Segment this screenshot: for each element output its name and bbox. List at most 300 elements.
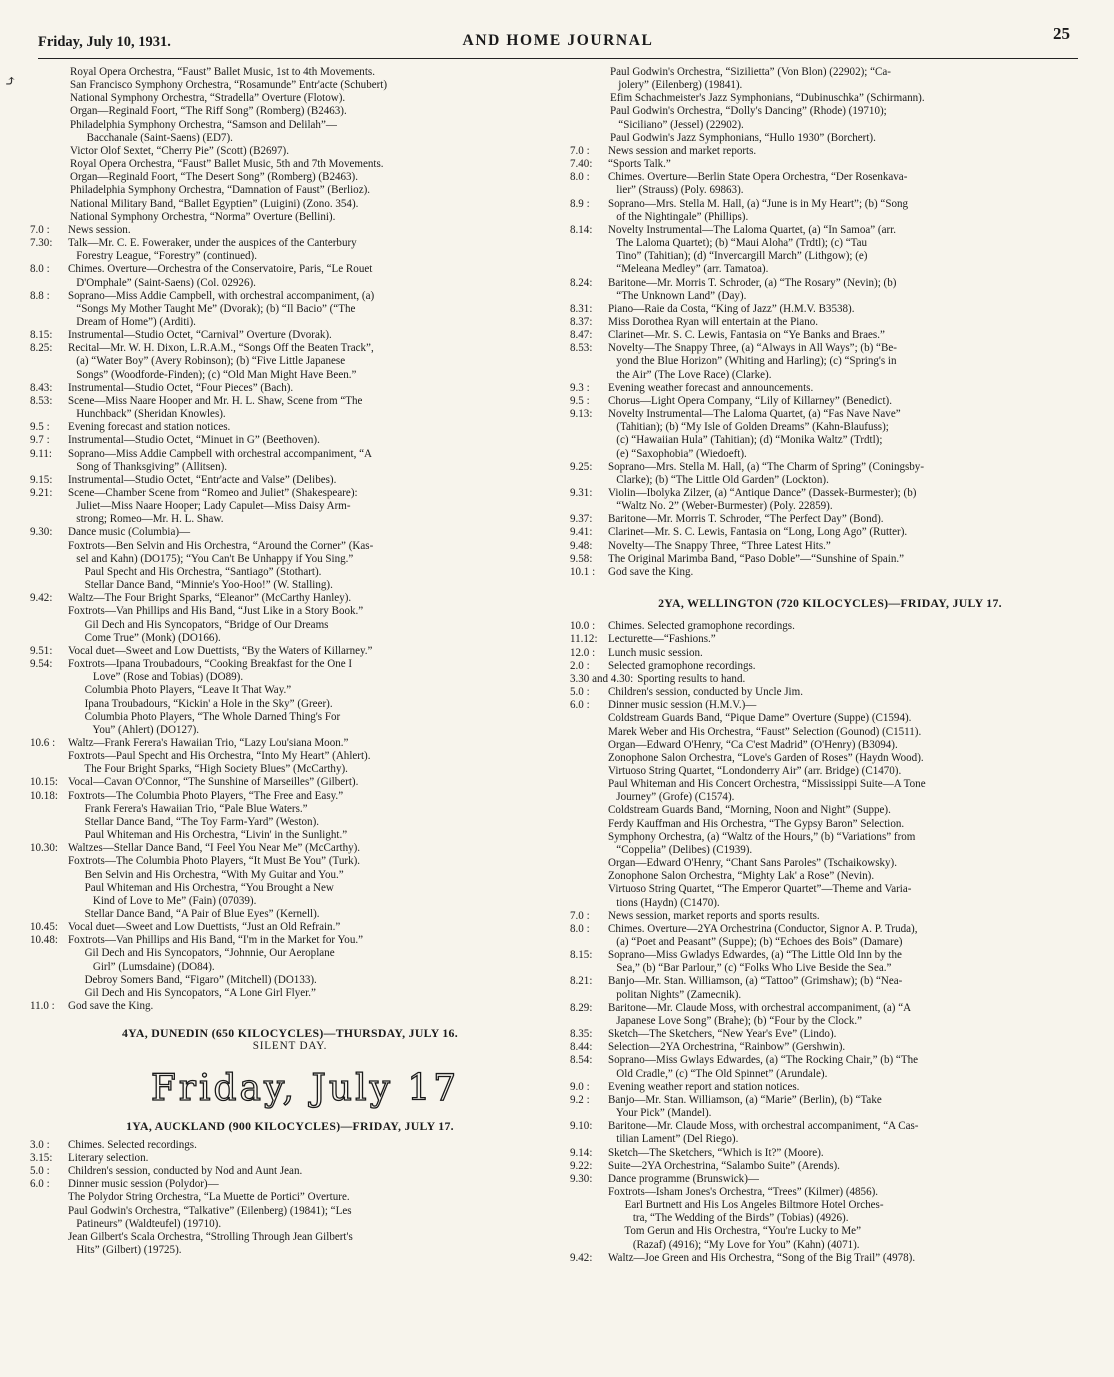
list-item: Philadelphia Symphony Orchestra, “Samson and Delilah”—	[70, 118, 337, 131]
schedule-entry	[30, 434, 550, 447]
entry-line: politan Nights” (Zamecnik).	[608, 988, 742, 1001]
entry-time: 8.21:	[570, 975, 593, 988]
entry-line: Love” (Rose and Tobias) (DO89).	[68, 671, 244, 684]
entry-line: Children's session, conducted by Nod and Aunt Jean.	[68, 1165, 303, 1178]
entry-line: Sporting results to hand.	[637, 672, 746, 685]
entry-line: Stellar Dance Band, “Minnie's Yoo-Hoo!” (W. Stalling).	[68, 579, 333, 592]
entry-line: Come True” (Monk) (DO166).	[68, 631, 221, 644]
entry-line: Ben Selvin and His Orchestra, “With My Guitar and You.”	[68, 868, 344, 881]
entry-line: Waltz—The Four Bright Sparks, “Eleanor” (McCarthy Hanley).	[68, 592, 352, 605]
entry-time: 10.45:	[30, 921, 58, 934]
entry-line: The Original Marimba Band, “Paso Doble”—“Sunshine of Spain.”	[608, 552, 905, 565]
entry-line: Sketch—The Sketchers, “New Year's Eve” (Lindo).	[608, 1028, 837, 1041]
schedule-entry	[570, 1252, 1090, 1265]
schedule-entry	[30, 934, 550, 1000]
dunedin-heading: 4YA, DUNEDIN (650 KILOCYCLES)—THURSDAY, JULY 16.	[121, 1026, 459, 1041]
entry-line: Ipana Troubadours, “Kickin' a Hole in the Sky” (Greer).	[68, 697, 333, 710]
entry-line: “Meleana Medley” (arr. Tamatoa).	[608, 263, 769, 276]
entry-time: 9.3 :	[570, 381, 590, 394]
list-item: National Symphony Orchestra, “Stradella” Overture (Flotow).	[70, 92, 346, 105]
entry-line: Hits” (Gilbert) (19725).	[68, 1243, 182, 1256]
entry-time: 9.54:	[30, 658, 53, 671]
list-item: Organ—Reginald Foort, “The Riff Song” (Romberg) (B2463).	[70, 105, 347, 118]
schedule-entry	[30, 592, 550, 645]
header-title: AND HOME JOURNAL	[462, 32, 654, 49]
auckland-heading: 1YA, AUCKLAND (900 KILOCYCLES)—FRIDAY, JULY 17.	[126, 1118, 454, 1133]
schedule-entry	[570, 158, 1090, 171]
entry-line: Soprano—Miss Gwlays Edwardes, (a) “The Rocking Chair,” (b) “The	[608, 1054, 919, 1067]
left-column	[30, 66, 550, 1257]
entry-line: Paul Specht and His Orchestra, “Santiago” (Stothart).	[68, 565, 322, 578]
entry-line: Banjo—Mr. Stan. Williamson, (a) “Marie” (Berlin), (b) “Take	[608, 1093, 882, 1106]
entry-line: sel and Kahn) (DO175); “You Can't Be Unhappy if You Sing.”	[68, 552, 354, 565]
entry-line: Virtuoso String Quartet, “The Emperor Quartet”—Theme and Varia-	[608, 883, 912, 896]
entry-line: Instrumental—Studio Octet, “Carnival” Overture (Dvorak).	[68, 329, 332, 342]
entry-line: yond the Blue Horizon” (Whiting and Harling); (c) “Spring's in	[608, 355, 897, 368]
entry-line: Novelty Instrumental—The Laloma Quartet, (a) “Fas Nave Nave”	[608, 408, 901, 421]
entry-line: Zonophone Salon Orchestra, “Mighty Lak' a Rose” (Nevin).	[608, 870, 875, 883]
entry-line: “Waltz No. 2” (Weber-Burmester) (Poly. 22859).	[608, 500, 833, 513]
schedule-entry	[570, 513, 1090, 526]
entry-line: Ferdy Kauffman and His Orchestra, “The Gypsy Baron” Selection.	[608, 817, 905, 830]
entry-line: Hunchback” (Sheridan Knowles).	[68, 408, 226, 421]
entry-line: Waltz—Joe Green and His Orchestra, “Song of the Big Trail” (4978).	[608, 1251, 916, 1264]
schedule-entry	[30, 1000, 550, 1013]
entry-line: Chimes. Selected gramophone recordings.	[608, 620, 795, 633]
entry-line: Novelty—The Snappy Three, “Three Latest Hits.”	[608, 539, 831, 552]
entry-line: Suite—2YA Orchestrina, “Salambo Suite” (Arends).	[608, 1159, 840, 1172]
entry-line: tions (Haydn) (C1470).	[608, 896, 720, 909]
schedule-entry	[570, 224, 1090, 277]
entry-line: Miss Dorothea Ryan will entertain at the Piano.	[608, 315, 819, 328]
entry-line: “Coppelia” (Delibes) (C1939).	[608, 843, 753, 856]
schedule-entry	[570, 526, 1090, 539]
entry-time: 8.0 :	[570, 922, 590, 935]
schedule-entry	[30, 790, 550, 843]
entry-time: 9.5 :	[30, 421, 50, 434]
schedule-entry	[570, 910, 1090, 923]
entry-line: Vocal duet—Sweet and Low Duettists, “Just an Old Refrain.”	[68, 921, 341, 934]
schedule-entry	[570, 949, 1090, 975]
list-item: National Military Band, “Ballet Egyptien” (Luigini) (Zono. 354).	[70, 197, 359, 210]
entry-time: 10.0 :	[570, 620, 596, 633]
entry-time: 9.30:	[570, 1172, 593, 1185]
entry-time: 8.0 :	[570, 171, 590, 184]
schedule-entry	[570, 620, 1090, 633]
entry-line: Scene—Miss Naare Hooper and Mr. H. L. Shaw, Scene from “The	[68, 394, 363, 407]
wellington-heading: 2YA, WELLINGTON (720 KILOCYCLES)—FRIDAY, JULY 17.	[658, 596, 1002, 611]
entry-line: (c) “Hawaiian Hula” (Tahitian); (d) “Monika Waltz” (Trdtl);	[608, 434, 883, 447]
schedule-entry	[30, 290, 550, 329]
entry-time: 3.30 and 4.30:	[570, 672, 634, 685]
entry-line: Gil Dech and His Syncopators, “Bridge of Our Dreams	[68, 618, 329, 631]
entry-line: Chorus—Light Opera Company, “Lily of Killarney” (Benedict).	[608, 394, 892, 407]
entry-line: Paul Whiteman and His Orchestra, “You Brought a New	[68, 881, 334, 894]
entry-time: 8.43:	[30, 381, 53, 394]
entry-line: Baritone—Mr. Claude Moss, with orchestral accompaniment, (a) “A	[608, 1001, 912, 1014]
dunedin-silent-day: SILENT DAY.	[252, 1040, 328, 1053]
schedule-entry	[30, 421, 550, 434]
schedule-entry	[570, 198, 1090, 224]
entry-line: Journey” (Grofe) (C1574).	[608, 791, 735, 804]
entry-line: Old Cradle,” (c) “The Old Spinnet” (Arundale).	[608, 1067, 828, 1080]
schedule-entry	[30, 842, 550, 921]
entry-time: 9.41:	[570, 526, 593, 539]
entry-time: 9.22:	[570, 1159, 593, 1172]
schedule-entry	[30, 1152, 550, 1165]
entry-line: Gil Dech and His Syncopators, “A Lone Girl Flyer.”	[68, 986, 316, 999]
entry-line: Debroy Somers Band, “Figaro” (Mitchell) (DO133).	[68, 973, 317, 986]
entry-time: 9.48:	[570, 539, 593, 552]
entry-time: 10.48:	[30, 934, 58, 947]
entry-line: Coldstream Guards Band, “Pique Dame” Overture (Suppe) (C1594).	[608, 712, 912, 725]
entry-line: Waltzes—Stellar Dance Band, “I Feel You Near Me” (McCarthy).	[68, 842, 361, 855]
entry-time: 8.25:	[30, 342, 53, 355]
entry-time: 9.42:	[570, 1251, 593, 1264]
entry-line: Foxtrots—Van Phillips and His Band, “Just Like in a Story Book.”	[68, 605, 364, 618]
entry-time: 8.15:	[570, 949, 593, 962]
entry-time: 7.30:	[30, 237, 53, 250]
schedule-entry	[570, 1173, 1090, 1252]
right-top-list	[570, 66, 1090, 145]
entry-line: Songs” (Woodforde-Finden); (c) “Old Man Might Have Been.”	[68, 368, 357, 381]
entry-line: Instrumental—Studio Octet, “Entr'acte and Valse” (Delibes).	[68, 473, 337, 486]
entry-time: 11.12:	[570, 633, 598, 646]
list-item: Efim Schachmeister's Jazz Symphonians, “Dubinuschka” (Schirmann).	[610, 92, 925, 105]
schedule-entry	[30, 526, 550, 592]
entry-line: Organ—Edward O'Henry, “Ca C'est Madrid” (O'Henry) (B3094).	[608, 738, 898, 751]
schedule-entry	[570, 633, 1090, 646]
entry-line: of the Nightingale” (Phillips).	[608, 210, 749, 223]
entry-line: Marek Weber and His Orchestra, “Faust” Selection (Gounod) (C1511).	[608, 725, 922, 738]
entry-line: (a) “Water Boy” (Avery Robinson); (b) “Five Little Japanese	[68, 355, 346, 368]
list-item: Paul Godwin's Jazz Symphonians, “Hullo 1930” (Borchert).	[610, 131, 876, 144]
list-item: “Siciliano” (Jessel) (22902).	[610, 118, 744, 131]
entry-time: 5.0 :	[30, 1165, 50, 1178]
entry-line: (Tahitian); (b) “My Isle of Golden Dreams” (Kahn-Blaufuss);	[608, 421, 889, 434]
entry-line: Clarke); (b) “The Little Old Garden” (Lockton).	[608, 473, 829, 486]
entry-line: “The Unknown Land” (Day).	[608, 289, 747, 302]
entry-line: Paul Godwin's Orchestra, “Talkative” (Eilenberg) (19841); “Les	[68, 1204, 352, 1217]
entry-line: Violin—Ibolyka Zilzer, (a) “Antique Dance” (Dassek-Burmester); (b)	[608, 487, 917, 499]
entry-time: 10.15:	[30, 776, 58, 789]
schedule-entry	[570, 1041, 1090, 1054]
entry-time: 10.6 :	[30, 736, 56, 749]
entry-line: Vocal—Cavan O'Connor, “The Sunshine of Marseilles” (Gilbert).	[68, 776, 359, 789]
list-item: Bacchanale (Saint-Saens) (ED7).	[70, 131, 233, 144]
entry-line: Foxtrots—Ipana Troubadours, “Cooking Breakfast for the One I	[68, 658, 353, 671]
entry-line: Soprano—Mrs. Stella M. Hall, (a) “June is in My Heart”; (b) “Song	[608, 197, 909, 210]
entry-time: 8.0 :	[30, 263, 50, 276]
entry-time: 9.21:	[30, 487, 53, 499]
entry-line: Columbia Photo Players, “The Whole Darned Thing's For	[68, 710, 341, 723]
entry-time: 9.7 :	[30, 434, 50, 447]
entry-time: 9.5 :	[570, 394, 590, 407]
schedule-entry	[30, 395, 550, 421]
list-item: Victor Olof Sextet, “Cherry Pie” (Scott) (B2697).	[70, 144, 289, 157]
entry-line: Dance programme (Brunswick)—	[608, 1172, 759, 1185]
entry-time: 5.0 :	[570, 686, 590, 699]
entry-time: 9.31:	[570, 487, 593, 499]
schedule-entry	[570, 145, 1090, 158]
entry-line: (Razaf) (4916); “My Love for You” (Kahn) (4071).	[608, 1238, 860, 1251]
schedule-entry	[570, 303, 1090, 316]
list-item: Paul Godwin's Orchestra, “Sizilietta” (Von Blon) (22902); “Ca-	[610, 66, 891, 78]
entry-line: Baritone—Mr. Morris T. Schroder, (a) “The Rosary” (Nevin); (b)	[608, 276, 897, 289]
schedule-entry	[30, 382, 550, 395]
entry-line: Soprano—Miss Addie Campbell with orchestral accompaniment, “A	[68, 447, 373, 460]
entry-line: Novelty—The Snappy Three, (a) “Always in All Ways”; (b) “Be-	[608, 342, 897, 355]
entry-time: 9.11:	[30, 447, 52, 460]
schedule-entry	[30, 737, 550, 776]
entry-line: Dinner music session (Polydor)—	[68, 1178, 219, 1191]
entry-line: Sea,” (b) “Bar Parlour,” (c) “Folks Who Live Beside the Sea.”	[608, 962, 892, 975]
schedule-entry	[570, 699, 1090, 910]
left-schedule	[30, 224, 550, 1013]
schedule-entry	[570, 1028, 1090, 1041]
schedule-entry	[570, 1120, 1090, 1146]
entry-time: 7.0 :	[30, 223, 50, 236]
entry-line: Evening forecast and station notices.	[68, 421, 231, 434]
entry-line: Instrumental—Studio Octet, “Minuet in G” (Beethoven).	[68, 434, 320, 447]
entry-line: Banjo—Mr. Stan. Williamson, (a) “Tattoo” (Grimshaw); (b) “Nea-	[608, 975, 903, 988]
entry-line: Kind of Love to Me” (Fain) (07039).	[68, 894, 257, 907]
wellington-schedule	[570, 620, 1090, 1265]
entry-line: Patineurs” (Waldteufel) (19710).	[68, 1217, 222, 1230]
schedule-entry	[30, 487, 550, 526]
entry-line: Zonophone Salon Orchestra, “Love's Garden of Roses” (Haydn Wood).	[608, 751, 924, 764]
schedule-entry	[30, 329, 550, 342]
schedule-entry	[570, 686, 1090, 699]
entry-line: Baritone—Mr. Morris T. Schroder, “The Perfect Day” (Bond).	[608, 513, 884, 526]
entry-line: Jean Gilbert's Scala Orchestra, “Strolling Through Jean Gilbert's	[68, 1230, 353, 1243]
schedule-entry	[570, 277, 1090, 303]
entry-line: Chimes. Selected recordings.	[68, 1138, 197, 1151]
entry-line: Soprano—Miss Gwladys Edwardes, (a) “The Little Old Inn by the	[608, 949, 902, 962]
entry-time: 9.0 :	[570, 1080, 590, 1093]
schedule-entry	[30, 1139, 550, 1152]
entry-line: Dream of Home”) (Arditi).	[68, 315, 196, 328]
schedule-entry	[570, 660, 1090, 673]
entry-line: (e) “Saxophobia” (Wiedoeft).	[608, 447, 747, 460]
entry-time: 8.37:	[570, 315, 593, 328]
entry-line: the Air” (The Love Race) (Clarke).	[608, 368, 772, 381]
entry-line: Piano—Raie da Costa, “King of Jazz” (H.M.V. B3538).	[608, 302, 855, 315]
entry-line: Selection—2YA Orchestrina, “Rainbow” (Gershwin).	[608, 1041, 846, 1054]
entry-line: Selected gramophone recordings.	[608, 659, 756, 672]
page-header	[38, 24, 1078, 59]
entry-line: Baritone—Mr. Claude Moss, with orchestral accompaniment, “A Cas-	[608, 1120, 919, 1133]
entry-line: Foxtrots—Paul Specht and His Orchestra, “Into My Heart” (Ahlert).	[68, 750, 371, 763]
entry-line: Lecturette—“Fashions.”	[608, 633, 716, 646]
entry-line: Stellar Dance Band, “A Pair of Blue Eyes” (Kernell).	[68, 908, 320, 920]
entry-line: lier” (Strauss) (Poly. 69863).	[608, 184, 744, 197]
big-date-title: Friday, July 17	[150, 1067, 460, 1109]
entry-line: Gil Dech and His Syncopators, “Johnnie, Our Aeroplane	[68, 947, 335, 960]
schedule-entry	[570, 566, 1090, 579]
entry-line: The Polydor String Orchestra, “La Muette de Portici” Overture.	[68, 1191, 350, 1204]
schedule-entry	[30, 1178, 550, 1257]
entry-line: Talk—Mr. C. E. Foweraker, under the auspices of the Canterbury	[68, 237, 357, 250]
entry-line: “Sports Talk.”	[608, 158, 671, 171]
entry-time: 9.30:	[30, 526, 53, 539]
entry-time: 8.53:	[30, 394, 53, 407]
entry-line: tra, “The Wedding of the Birds” (Tobias) (4926).	[608, 1212, 849, 1225]
entry-line: Evening weather forecast and announcements.	[608, 381, 814, 394]
entry-time: 9.37:	[570, 513, 593, 526]
left-top-list	[30, 66, 550, 224]
schedule-entry	[570, 1147, 1090, 1160]
entry-time: 8.35:	[570, 1028, 593, 1041]
entry-line: Sketch—The Sketchers, “Which is It?” (Moore).	[608, 1146, 824, 1159]
entry-line: Vocal duet—Sweet and Low Duettists, “By the Waters of Killarney.”	[68, 644, 373, 657]
schedule-entry	[570, 647, 1090, 660]
entry-time: 8.9 :	[570, 197, 590, 210]
entry-time: 8.24:	[570, 276, 593, 289]
schedule-entry	[570, 487, 1090, 513]
entry-line: News session.	[68, 223, 131, 236]
schedule-entry	[570, 1094, 1090, 1120]
entry-time: 10.30:	[30, 842, 58, 855]
auckland-schedule	[30, 1139, 550, 1257]
list-item: Philadelphia Symphony Orchestra, “Damnation of Faust” (Berlioz).	[70, 184, 371, 197]
entry-line: Frank Ferera's Hawaiian Trio, “Pale Blue Waters.”	[68, 802, 308, 815]
entry-time: 3.0 :	[30, 1138, 50, 1151]
schedule-entry	[570, 553, 1090, 566]
entry-line: Forestry League, “Forestry” (continued).	[68, 250, 257, 263]
entry-time: 8.47:	[570, 329, 593, 342]
entry-line: Foxtrots—Ben Selvin and His Orchestra, “Around the Corner” (Kas-	[68, 539, 374, 552]
entry-time: 9.13:	[570, 408, 593, 421]
entry-line: Paul Whiteman and His Concert Orchestra, “Mississippi Suite—A Tone	[608, 778, 926, 791]
entry-time: 3.15:	[30, 1151, 53, 1164]
entry-time: 7.40:	[570, 158, 593, 171]
entry-line: Organ—Edward O'Henry, “Chant Sans Paroles” (Tschaikowsky).	[608, 857, 897, 870]
schedule-entry	[570, 1002, 1090, 1028]
schedule-entry	[570, 329, 1090, 342]
schedule-entry	[30, 448, 550, 474]
entry-line: Paul Whiteman and His Orchestra, “Livin' in the Sunlight.”	[68, 829, 348, 842]
schedule-entry	[570, 1054, 1090, 1080]
entry-line: Chimes. Overture—2YA Orchestrina (Conductor, Signor A. P. Truda),	[608, 922, 918, 935]
header-date: Friday, July 10, 1931.	[38, 34, 171, 50]
entry-line: Columbia Photo Players, “Leave It That Way.”	[68, 684, 292, 697]
entry-time: 8.44:	[570, 1041, 593, 1054]
page-number: 25	[1053, 24, 1070, 43]
entry-time: 7.0 :	[570, 909, 590, 922]
schedule-entry	[570, 1160, 1090, 1173]
entry-line: Symphony Orchestra, (a) “Waltz of the Hours,” (b) “Variations” from	[608, 830, 916, 843]
right-column	[570, 66, 1090, 1265]
entry-time: 8.14:	[570, 223, 593, 236]
entry-line: The Laloma Quartet); (b) “Maui Aloha” (Trdtl); (c) “Tau	[608, 237, 868, 250]
entry-time: 6.0 :	[30, 1178, 50, 1191]
entry-time: 8.31:	[570, 302, 593, 315]
schedule-entry	[30, 224, 550, 237]
schedule-entry	[30, 237, 550, 263]
list-item: Paul Godwin's Orchestra, “Dolly's Dancing” (Rhode) (19710);	[610, 105, 887, 118]
schedule-entry	[570, 382, 1090, 395]
schedule-entry	[570, 673, 1090, 686]
entry-line: Waltz—Frank Ferera's Hawaiian Trio, “Lazy Lou'siana Moon.”	[68, 736, 349, 749]
entry-time: 9.15:	[30, 473, 53, 486]
entry-line: strong; Romeo—Mr. H. L. Shaw.	[68, 513, 224, 526]
entry-line: Juliet—Miss Naare Hooper; Lady Capulet—Miss Daisy Arm-	[68, 500, 351, 513]
entry-line: Literary selection.	[68, 1151, 149, 1164]
entry-line: Song of Thanksgiving” (Allitsen).	[68, 460, 228, 473]
entry-time: 8.53:	[570, 342, 593, 355]
margin-mark: ⤴	[4, 74, 17, 90]
entry-time: 12.0 :	[570, 646, 596, 659]
schedule-entry	[570, 171, 1090, 197]
entry-time: 10.1 :	[570, 565, 596, 578]
entry-time: 2.0 :	[570, 659, 590, 672]
entry-line: Japanese Love Song” (Brahe); (b) “Four by the Clock.”	[608, 1014, 863, 1027]
schedule-entry	[570, 923, 1090, 949]
schedule-entry	[30, 263, 550, 289]
entry-time: 9.42:	[30, 592, 53, 605]
list-item: National Symphony Orchestra, “Norma” Overture (Bellini).	[70, 210, 336, 223]
schedule-entry	[570, 395, 1090, 408]
entry-line: Foxtrots—Van Phillips and His Band, “I'm in the Market for You.”	[68, 934, 364, 947]
entry-line: Instrumental—Studio Octet, “Four Pieces” (Bach).	[68, 381, 294, 394]
entry-line: You” (Ahlert) (DO127).	[68, 723, 200, 736]
schedule-entry	[570, 461, 1090, 487]
entry-line: Girl” (Lumsdaine) (DO84).	[68, 960, 215, 973]
entry-line: News session and market reports.	[608, 144, 757, 157]
entry-time: 8.29:	[570, 1001, 593, 1014]
schedule-entry	[30, 645, 550, 658]
entry-time: 11.0 :	[30, 1000, 55, 1013]
entry-line: Tom Gerun and His Orchestra, “You're Lucky to Me”	[608, 1225, 861, 1238]
schedule-entry	[30, 1165, 550, 1178]
schedule-entry	[30, 342, 550, 381]
entry-line: God save the King.	[68, 1000, 154, 1013]
list-item: Royal Opera Orchestra, “Faust” Ballet Music, 5th and 7th Movements.	[70, 158, 384, 171]
list-item: Royal Opera Orchestra, “Faust” Ballet Music, 1st to 4th Movements.	[70, 66, 375, 78]
entry-line: tilian Lament” (Del Riego).	[608, 1133, 739, 1146]
schedule-entry	[570, 316, 1090, 329]
entry-line: Virtuoso String Quartet, “Londonderry Air” (arr. Bridge) (C1470).	[608, 764, 902, 777]
entry-line: Foxtrots—The Columbia Photo Players, “It Must Be You” (Turk).	[68, 855, 361, 868]
entry-line: Scene—Chamber Scene from “Romeo and Juliet” (Shakespeare):	[68, 487, 358, 499]
entry-line: Coldstream Guards Band, “Morning, Noon and Night” (Suppe).	[608, 804, 891, 817]
entry-time: 8.15:	[30, 329, 53, 342]
schedule-entry	[570, 975, 1090, 1001]
entry-time: 9.2 :	[570, 1093, 590, 1106]
entry-line: Soprano—Mrs. Stella M. Hall, (a) “The Charm of Spring” (Coningsby-	[608, 460, 925, 473]
entry-line: Foxtrots—The Columbia Photo Players, “The Free and Easy.”	[68, 789, 344, 802]
schedule-entry	[30, 658, 550, 737]
entry-line: Novelty Instrumental—The Laloma Quartet, (a) “In Samoa” (arr.	[608, 223, 897, 236]
entry-line: Children's session, conducted by Uncle Jim.	[608, 686, 803, 699]
entry-line: D'Omphale” (Saint-Saens) (Col. 02926).	[68, 276, 256, 289]
list-item: San Francisco Symphony Orchestra, “Rosamunde” Entr'acte (Schubert)	[70, 79, 388, 92]
list-item: jolery” (Eilenberg) (19841).	[610, 79, 743, 92]
entry-time: 9.58:	[570, 552, 593, 565]
schedule-entry	[570, 342, 1090, 381]
entry-line: God save the King.	[608, 565, 694, 578]
entry-time: 9.51:	[30, 644, 53, 657]
entry-line: Earl Burtnett and His Los Angeles Biltmore Hotel Orches-	[608, 1199, 884, 1212]
entry-line: Lunch music session.	[608, 646, 703, 659]
entry-time: 9.14:	[570, 1146, 593, 1159]
entry-line: (a) “Poet and Peasant” (Suppe); (b) “Echoes des Bois” (Damare)	[608, 936, 903, 948]
schedule-entry	[30, 776, 550, 789]
entry-line: Soprano—Miss Addie Campbell, with orchestral accompaniment, (a)	[68, 289, 375, 302]
entry-line: Stellar Dance Band, “The Toy Farm-Yard” (Weston).	[68, 815, 320, 828]
right-schedule	[570, 145, 1090, 579]
